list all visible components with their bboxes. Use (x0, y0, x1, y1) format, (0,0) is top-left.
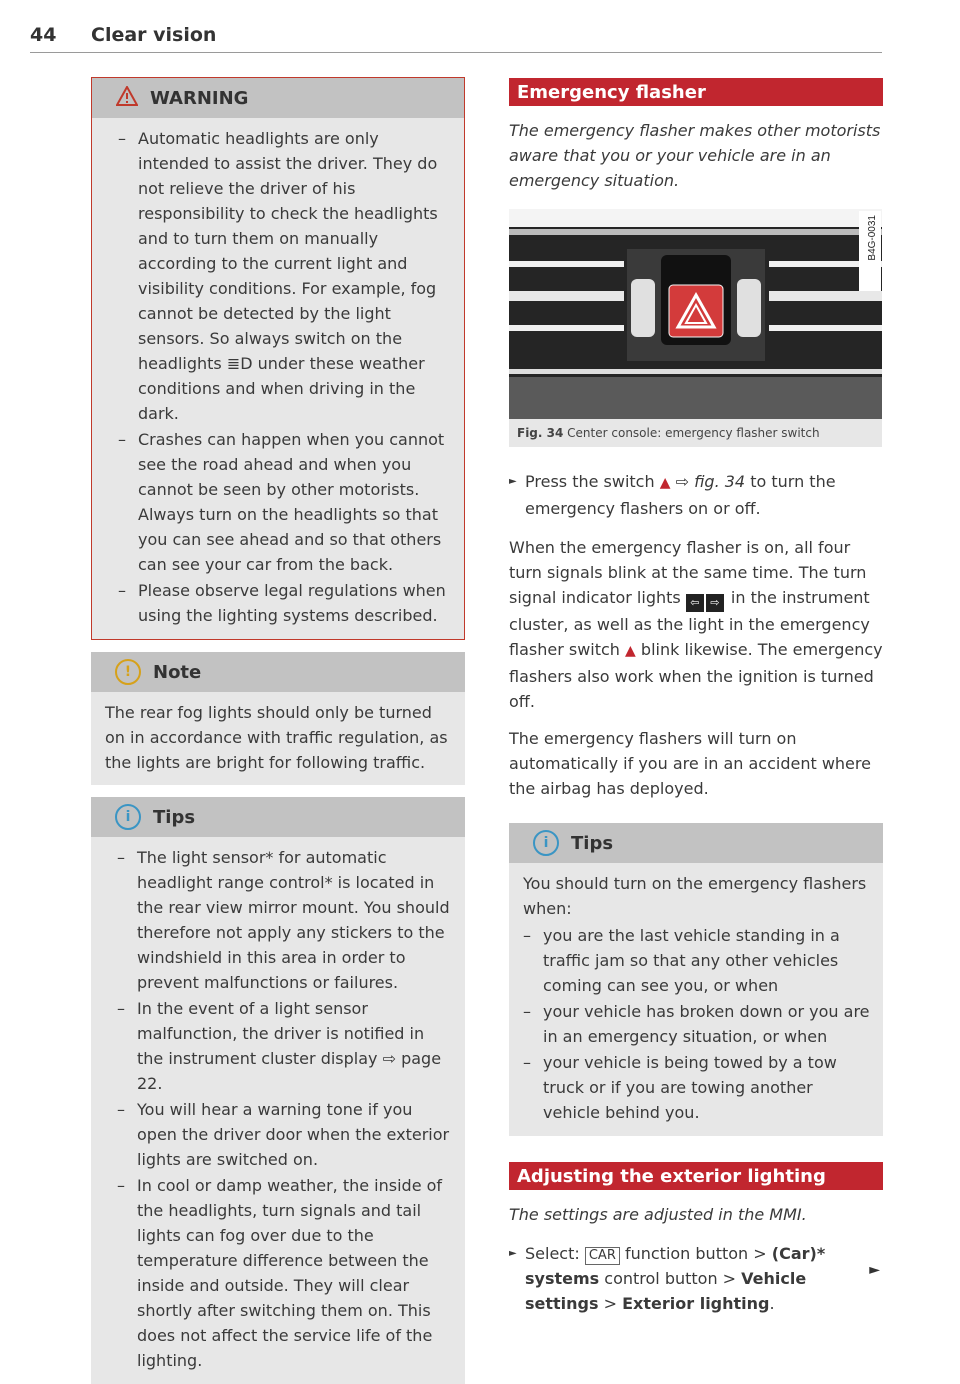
warning-header (92, 78, 464, 118)
figure-image (509, 209, 882, 419)
warning-list (92, 118, 464, 639)
page-header (30, 24, 882, 53)
emergency-paragraph-1 (509, 535, 883, 714)
right-column (509, 78, 883, 1316)
note-header (91, 652, 465, 692)
hazard-triangle-icon: ▲ (659, 475, 671, 491)
center-console-illustration (509, 209, 882, 419)
list-item: – Automatic headlights are only intended to assist the driver. They do not relieve the driver of his responsibility to check the headlights and to turn them on manually according to the current light and visibility conditions. For example, fog cannot be detected by the light sensors. So always switch on the headlights ≣D under these weather conditions and when driving in the dark. (118, 126, 452, 426)
list-item: – In the event of a light sensor malfunction, the driver is notified in the instrument cluster display ⇨ page 22. (117, 996, 453, 1096)
figure-34 (509, 209, 882, 447)
info-icon: i (533, 830, 559, 856)
exterior-lighting-title: Adjusting the exterior lighting (509, 1162, 883, 1190)
menu-path: (Car)* systems (525, 1244, 826, 1288)
chapter-title: Clear vision (91, 24, 217, 46)
list-item: – The light sensor* for automatic headlight range control* is located in the rear view mirror mount. You should therefore not apply any stickers to the windshield in this area in order to prevent malfunctions or failures. (117, 845, 453, 995)
step-text: to turn the emergency flashers on or off. (525, 472, 836, 518)
step-text: Press the switch (525, 472, 655, 491)
paragraph-text: blink likewise. The emergency flashers also work when the ignition is turned off. (509, 640, 883, 711)
tips-title: Tips (571, 832, 614, 854)
page-number: 44 (30, 24, 57, 46)
figure-caption (509, 419, 882, 447)
emergency-flasher-title: Emergency flasher (509, 78, 883, 106)
turn-right-indicator-icon: ⇨ (706, 594, 724, 612)
car-key: CAR (585, 1247, 620, 1265)
warning-box (91, 77, 465, 640)
list-item: – You will hear a warning tone if you open the driver door when the exterior lights are switched on. (117, 1097, 453, 1172)
list-item: – Crashes can happen when you cannot see the road ahead and when you cannot be seen by other motorists. Always turn on the headlights so that you can see ahead and so that others can see your car from the back. (118, 427, 452, 577)
figure-code: B4G-0031 (867, 215, 878, 261)
tips-title: Tips (153, 806, 196, 828)
note-box (91, 652, 465, 785)
emergency-intro: The emergency flasher makes other motorists aware that you or your vehicle are in an emergency situation. (509, 121, 881, 190)
tips-list (509, 921, 883, 1136)
step-text: control button > (604, 1269, 737, 1288)
info-icon: i (115, 804, 141, 830)
step-text: function button > (624, 1244, 767, 1263)
note-title: Note (153, 661, 202, 683)
tips-header (509, 823, 883, 863)
list-item: – In cool or damp weather, the inside of the headlights, turn signals and tail lights can fog over due to the temperature difference between the inside and outside. They will clear shortly after switching them on. This does not affect the service life of the lighting. (117, 1173, 453, 1373)
warning-triangle-icon (116, 86, 138, 111)
tips-lead: You should turn on the emergency flashers when: (523, 874, 867, 918)
tips-list (91, 837, 465, 1384)
paragraph-text: When the emergency flasher is on, all four turn signals blink at the same time. The turn signal indicator lights (509, 538, 867, 607)
menu-path: Exterior lighting (622, 1294, 770, 1313)
hazard-triangle-icon: ▲ (625, 643, 636, 659)
note-text: The rear fog lights should only be turned on in accordance with traffic regulation, as the lights are bright for following traffic. (105, 703, 448, 772)
tips-header (91, 797, 465, 837)
exterior-intro: The settings are adjusted in the MMI. (509, 1205, 807, 1224)
warning-title: WARNING (150, 87, 249, 109)
list-item: – you are the last vehicle standing in a traffic jam so that any other vehicles coming can see you, or when (523, 923, 871, 998)
list-item: – Please observe legal regulations when using the lighting systems described. (118, 578, 452, 628)
menu-path: Vehicle settings (525, 1269, 807, 1313)
emergency-paragraph-2: The emergency flashers will turn on automatically if you are in an accident where the airbag has deployed. (509, 729, 871, 798)
tips-box-left (91, 797, 465, 1384)
continue-arrow-icon: ► (869, 1262, 880, 1278)
list-item: – your vehicle is being towed by a tow truck or if you are towing another vehicle behind you. (523, 1050, 871, 1125)
figure-label: Fig. 34 (517, 426, 564, 440)
figure-reference: ⇨ fig. 34 (675, 472, 746, 491)
figure-caption-text: Center console: emergency flasher switch (567, 426, 820, 440)
step-text: > (603, 1294, 618, 1313)
turn-left-indicator-icon: ⇦ (686, 594, 704, 612)
instruction-step (509, 469, 883, 521)
instruction-step: ► Select: CAR function button > (Car)* systems control button > Vehicle settings > Exterior lighting. (509, 1241, 883, 1316)
paragraph-text: in the instrument cluster, as well as the light in the emergency flasher switch (509, 588, 870, 659)
step-text: Select: (525, 1244, 580, 1263)
exclamation-icon: ! (115, 659, 141, 685)
left-column (91, 77, 465, 1384)
list-item: – your vehicle has broken down or you are in an emergency situation, or when (523, 999, 871, 1049)
tips-box-right (509, 823, 883, 1136)
